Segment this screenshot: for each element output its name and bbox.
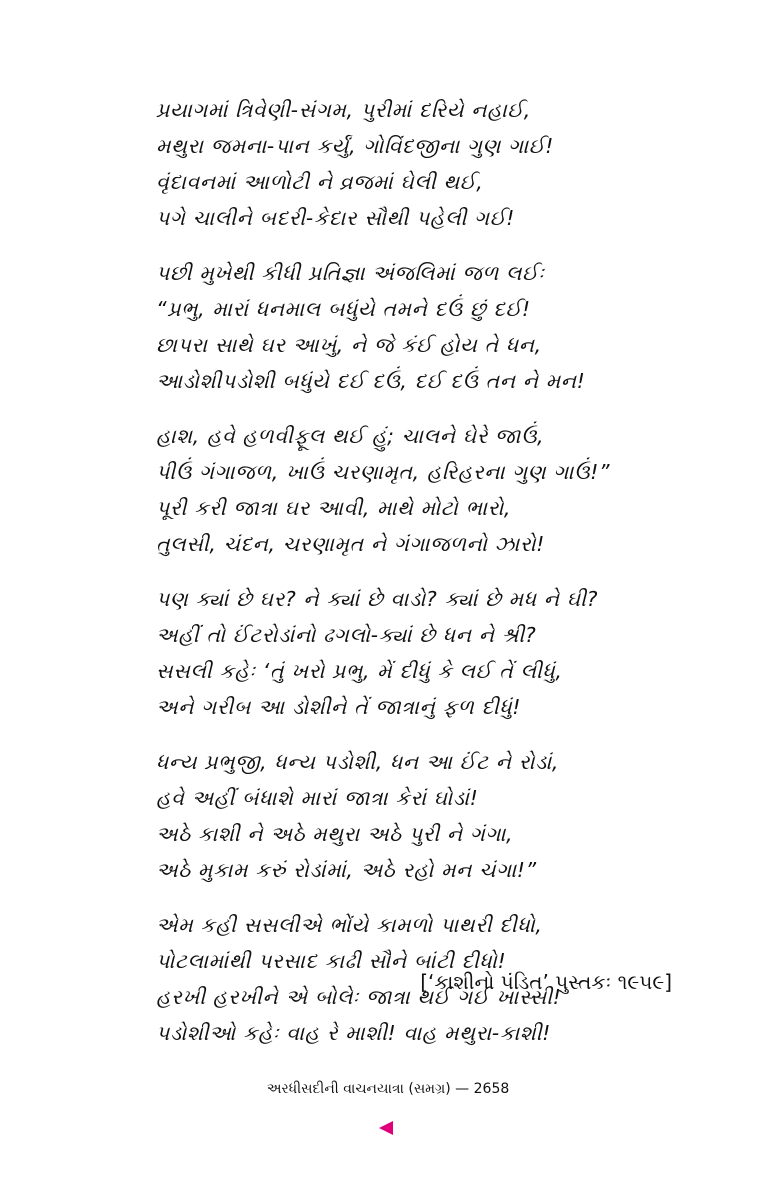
page-footer: અરધીસદીની વાચનયાત્રા (સમગ્ર) — 2658 [266,1081,510,1097]
poem-line: પણ ક્યાં છે ઘર? ને ક્યાં છે વાડો? ક્યાં છે મધ ને ઘી? [156,587,599,611]
poem-line: એમ કહી સસલીએ ભોંયે કામળો પાથરી દીધો, [156,913,543,937]
poem-line: પોટલામાંથી પરસાદ કાઢી સૌને બાંટી દીધો! [156,949,507,973]
stanza-1 [156,92,676,236]
poem-line: અઠે મુકામ કરું રોડાંમાં, અઠે રહો મન ચંગા!” [156,858,537,882]
poem-line: મથુરા જમના-પાન કર્યું, ગોવિંદજીના ગુણ ગાઈ! [156,134,554,158]
poem-line: વૃંદાવનમાં આળોટી ને વ્રજમાં ઘેલી થઈ, [156,170,484,194]
poem-line: અહીં તો ઈંટરોડાંનો ઢગલો-ક્યાં છે ધન ને શ્રી? [156,623,537,647]
poem-line: પગે ચાલીને બદરી-કેદાર સૌથી પહેલી ગઈ! [156,206,515,230]
poem-line: હાશ, હવે હળવીફૂલ થઈ હું; ચાલને ઘેરે જાઉં, [156,424,545,448]
poem [156,92,676,1070]
poem-line: પ્રયાગમાં ત્રિવેણી-સંગમ, પુરીમાં દરિયે નહાઈ, [156,98,531,122]
left-triangle-icon[interactable] [379,1121,393,1135]
poem-line: પૂરી કરી જાત્રા ઘર આવી, માથે મોટો ભારો, [156,496,512,520]
poem-line: અઠે કાશી ને અઠે મથુરા અઠે પુરી ને ગંગા, [156,822,514,846]
source-citation: [‘કાશીનો પંડિત’ પુસ્તકઃ ૧૯૫૯] [420,970,672,994]
poem-line: “પ્રભુ, મારાં ધનમાલ બધુંયે તમને દઉં છું દઈ! [156,297,531,321]
stanza-5 [156,744,676,888]
poem-line: પડોશીઓ કહેઃ વાહ રે માશી! વાહ મથુરા-કાશી! [156,1021,551,1045]
poem-line: સસલી કહેઃ ‘તું ખરો પ્રભુ, મેં દીધું કે લઈ તેં લીધું, [156,659,563,683]
poem-line: આડોશીપડોશી બધુંયે દઈ દઉં, દઈ દઉં તન ને મન! [156,369,586,393]
poem-line: પછી મુખેથી કીધી પ્રતિજ્ઞા અંજલિમાં જળ લઈઃ [156,261,545,285]
stanza-2 [156,255,676,399]
poem-line: ધન્ય પ્રભુજી, ધન્ય પડોશી, ધન આ ઈંટ ને રોડાં, [156,750,560,774]
poem-line: તુલસી, ચંદન, ચરણામૃત ને ગંગાજળનો ઝારો! [156,532,545,556]
stanza-3 [156,418,676,562]
poem-line: હવે અહીં બંધાશે મારાં જાત્રા કેરાં ઘોડાં! [156,786,479,810]
stanza-4 [156,581,676,725]
poem-line: છાપરા સાથે ઘર આખું, ને જે કંઈ હોય તે ધન, [156,333,542,357]
poem-line: પીઉં ગંગાજળ, ખાઉં ચરણામૃત, હરિહરના ગુણ ગાઉં!” [156,460,611,484]
poem-line: હરખી હરખીને એ બોલેઃ જાત્રા થઈ ગઈ ખાસ્સી! [156,985,562,1009]
poem-line: અને ગરીબ આ ડોશીને તેં જાત્રાનું ફળ દીધું! [156,695,522,719]
